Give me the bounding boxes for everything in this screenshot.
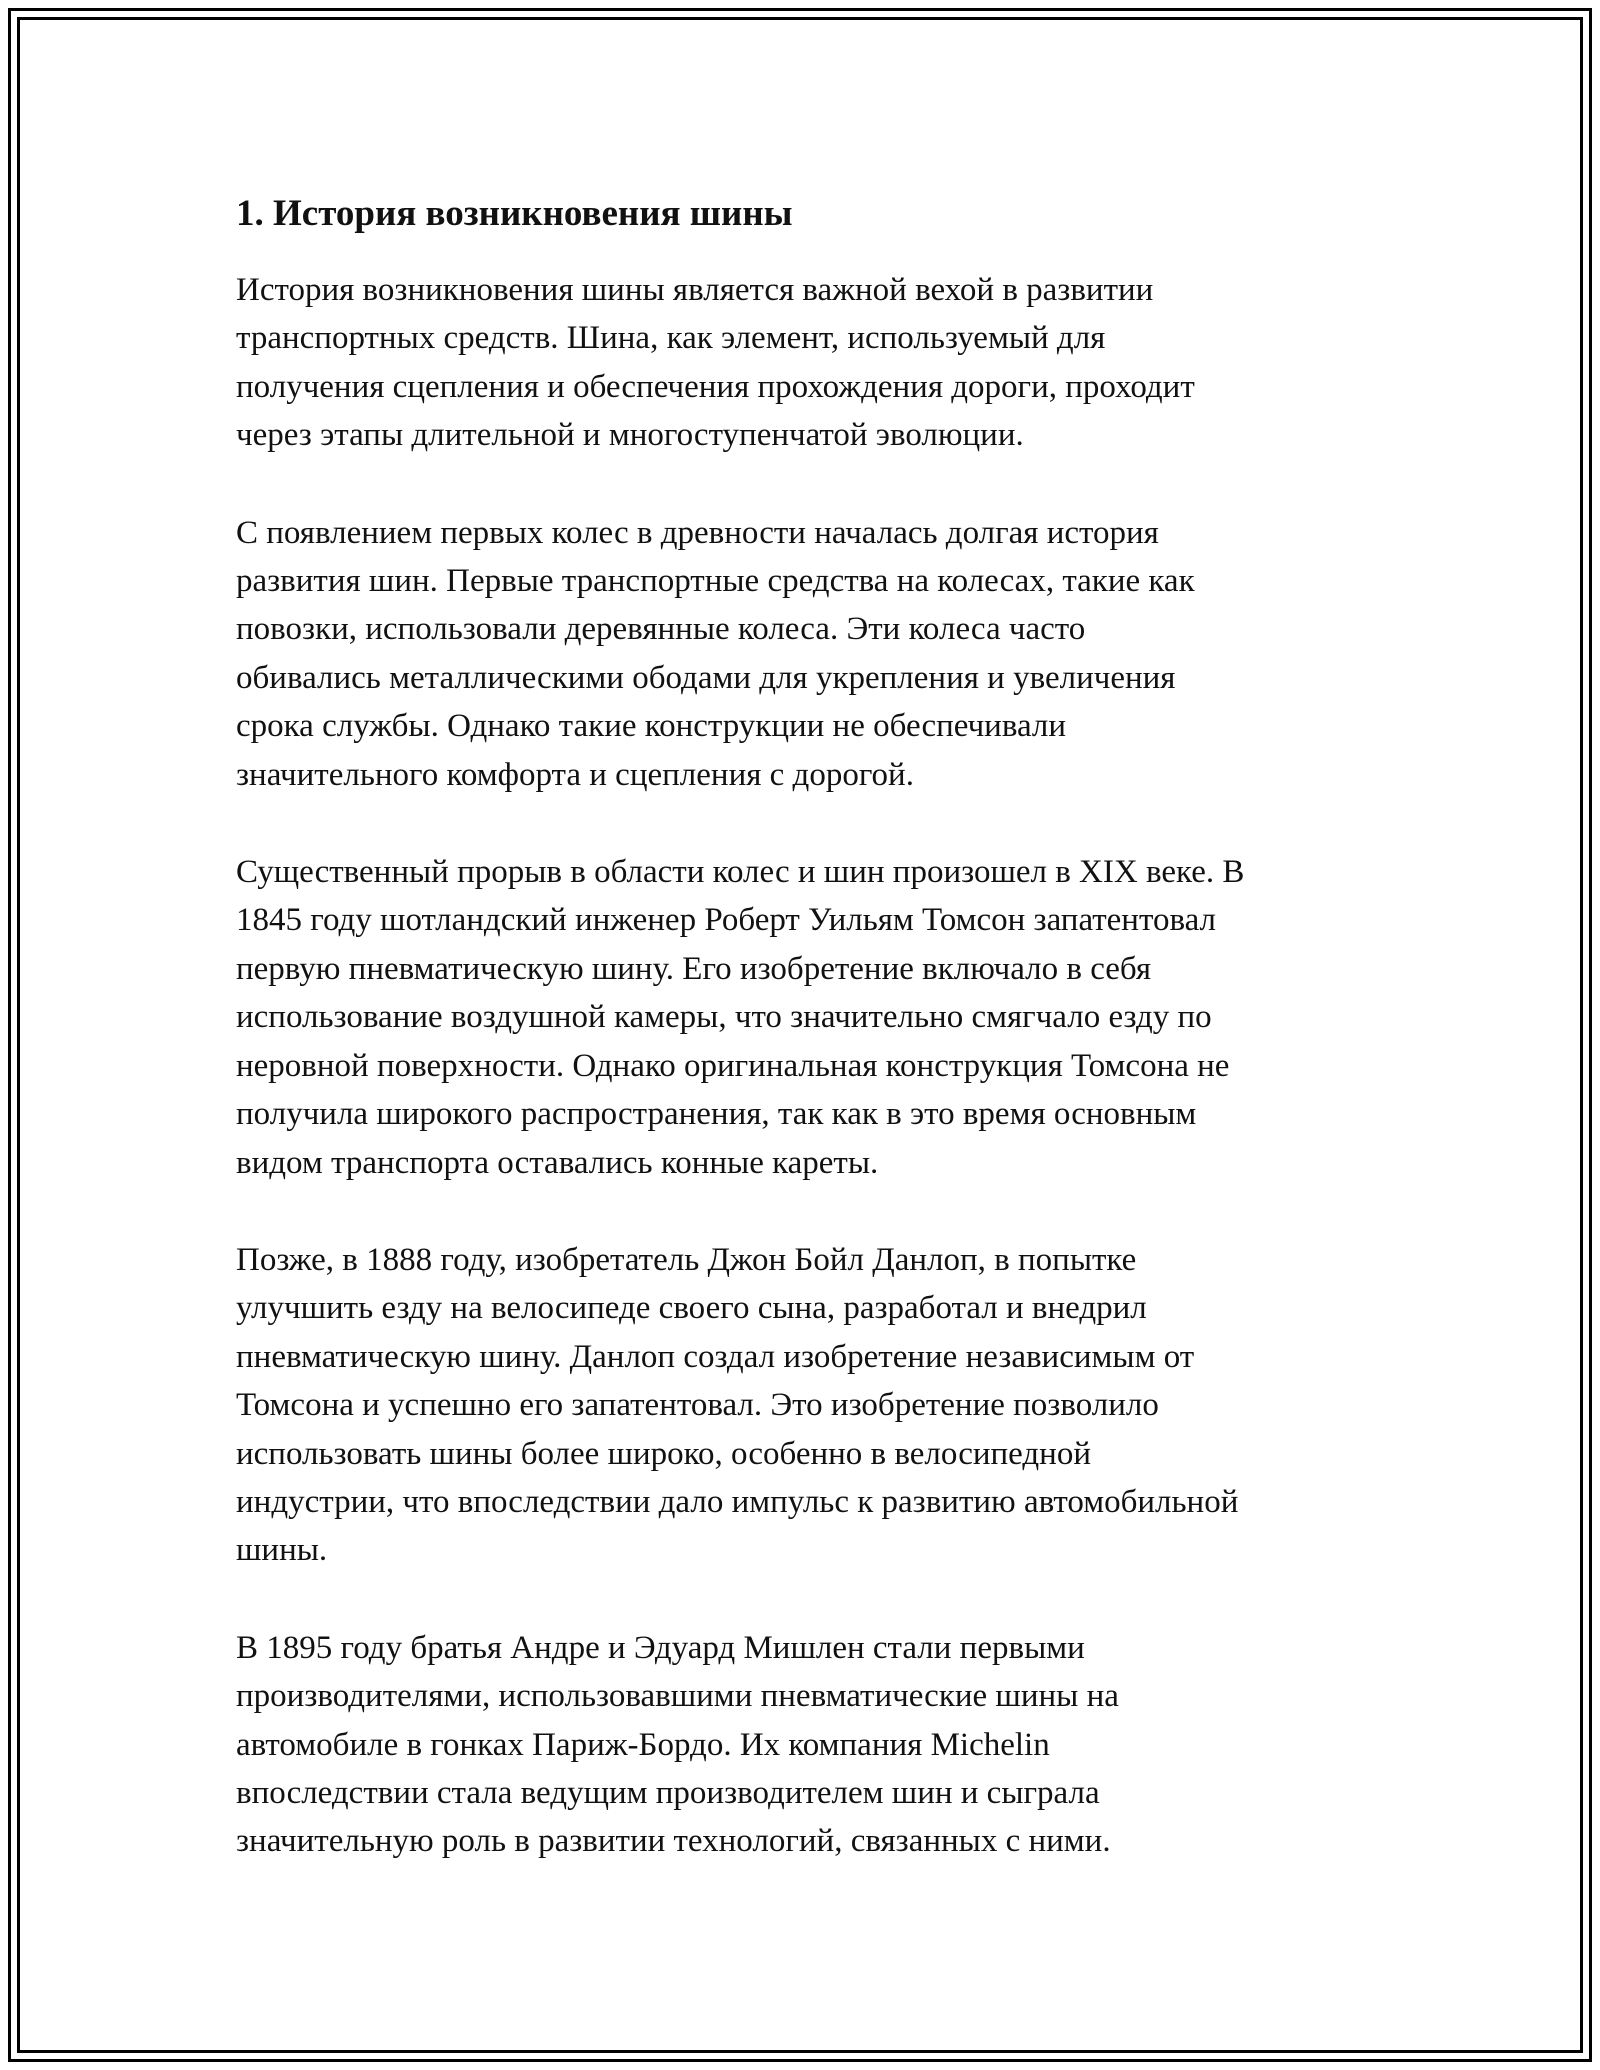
- section-heading: 1. История возникновения шины: [236, 193, 793, 234]
- paragraph-dunlop: Позже, в 1888 году, изобретатель Джон Бойл Данлоп, в попытке улучшить езду на велосипеде своего сына, разработал и внедрил пневматическую шину. Данлоп создал изобретение независимым от Томсона и успешно его запатентовал. Это изобретение позволило использовать шины более широко, особенно в велосипедной индустрии, что впоследствии дало импульс к развитию автомобильной шины.: [236, 1241, 1239, 1569]
- document-body: [236, 188, 1386, 1915]
- paragraph-intro: История возникновения шины является важной вехой в развитии транспортных средств. Шина, как элемент, используемый для получения сцепления и обеспечения прохождения дороги, проходит через этапы длительной и многоступенчатой эволюции.: [236, 272, 1195, 454]
- paragraph-michelin: В 1895 году братья Андре и Эдуард Мишлен стали первыми производителями, использовавшими пневматические шины на автомобиле в гонках Париж-Бордо. Их компания Michelin впоследствии стала ведущим производителем шин и сыграла значительную роль в развитии технологий, связанных с ними.: [236, 1629, 1119, 1860]
- paragraph-ancient-wheels: С появлением первых колес в древности началась долгая история развития шин. Первые транспортные средства на колесах, такие как повозки, использовали деревянные колеса. Эти колеса часто обивались металлическими ободами для укрепления и увеличения срока службы. Однако такие конструкции не обеспечивали значительного комфорта и сцепления с дорогой.: [236, 514, 1195, 793]
- paragraph-thomson: Существенный прорыв в области колес и шин произошел в XIX веке. В 1845 году шотландский инженер Роберт Уильям Томсон запатентовал первую пневматическую шину. Его изобретение включало в себя использование воздушной камеры, что значительно смягчало езду по неровной поверхности. Однако оригинальная конструкция Томсона не получила широкого распространения, так как в это время основным видом транспорта оставались конные кареты.: [236, 854, 1245, 1181]
